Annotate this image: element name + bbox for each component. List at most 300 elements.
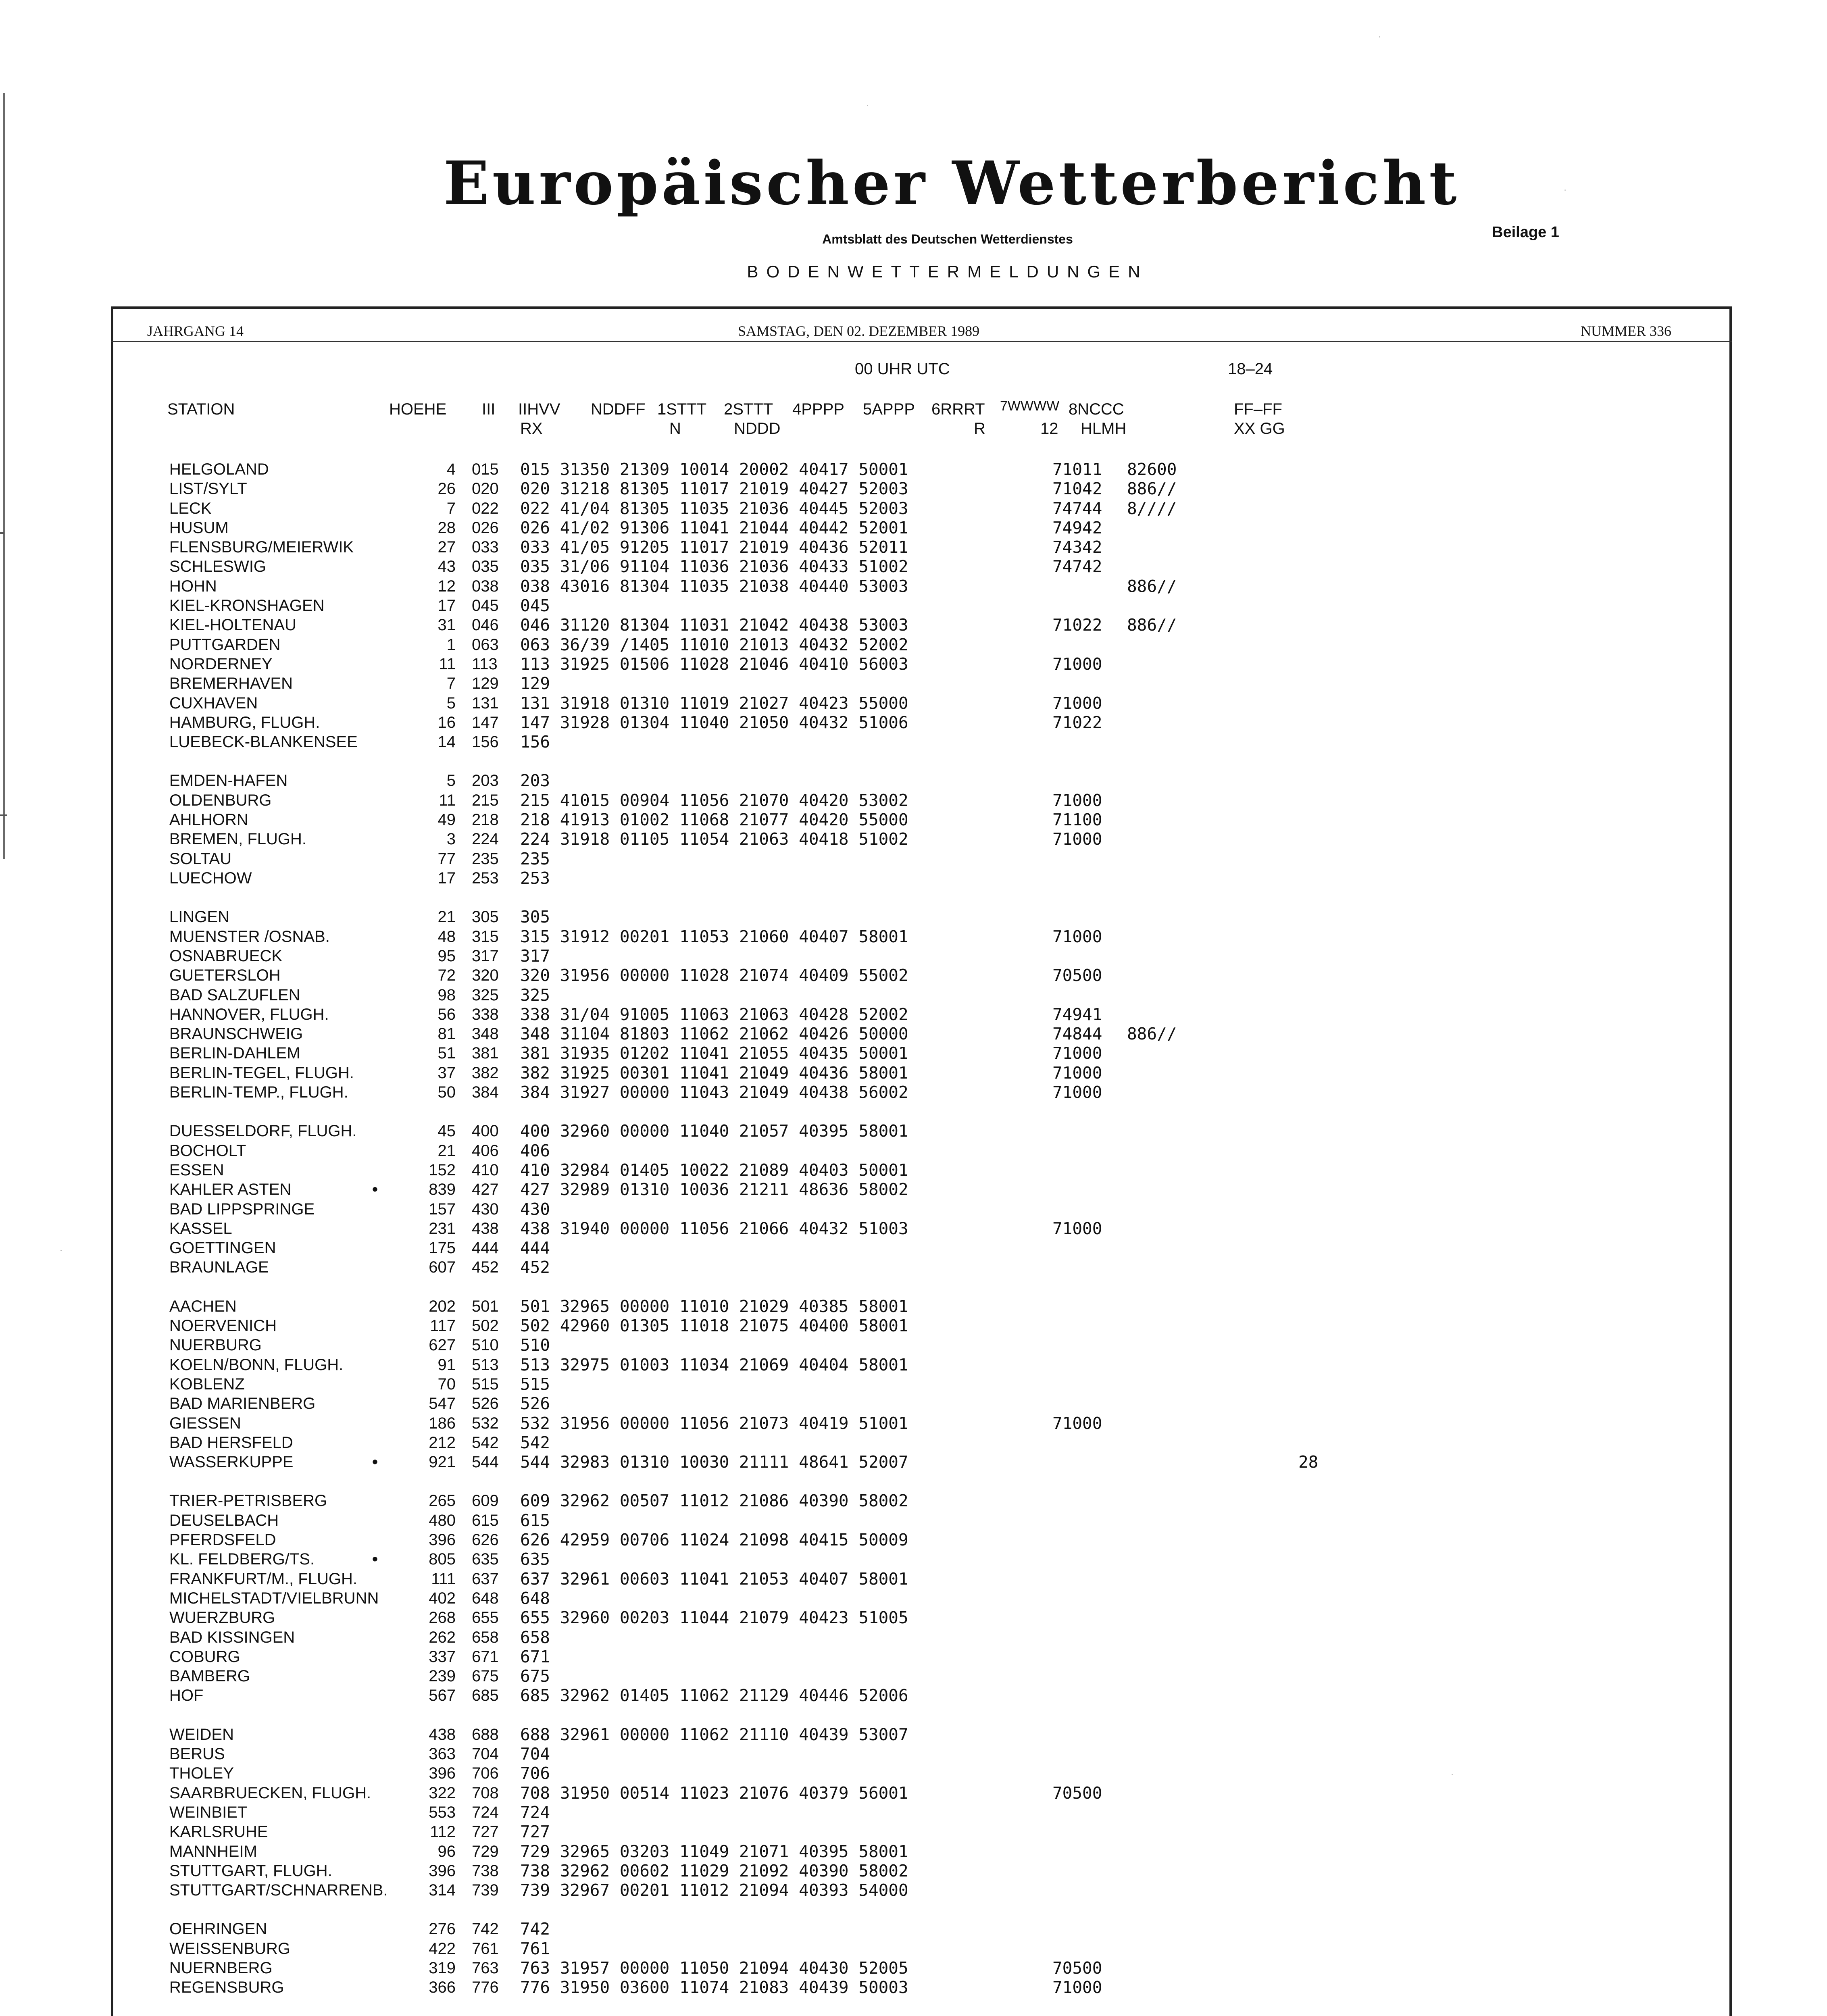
station-index: 147 — [472, 714, 499, 731]
synop-groups: 685 32962 01405 11062 21129 40446 52006 — [520, 1686, 908, 1705]
station-name: NUERBURG — [169, 1336, 262, 1354]
station-elevation: 202 — [429, 1297, 456, 1315]
synop-groups: 253 — [520, 868, 550, 888]
station-elevation: 48 — [437, 928, 456, 946]
station-elevation: 7 — [446, 675, 456, 692]
group-7wwww: 71000 — [1052, 1083, 1102, 1102]
station-name: LUECHOW — [169, 869, 252, 887]
station-index: 706 — [472, 1764, 499, 1782]
synop-groups: 532 31956 00000 11056 21073 40419 51001 — [520, 1414, 908, 1433]
station-index: 739 — [472, 1881, 499, 1899]
scan-edge-mark — [0, 814, 7, 816]
station-name: HAMBURG, FLUGH. — [169, 714, 320, 731]
station-index: 325 — [472, 986, 499, 1004]
station-name: STUTTGART/SCHNARRENB. — [169, 1881, 388, 1899]
station-index: 776 — [472, 1979, 499, 1996]
station-name: STUTTGART, FLUGH. — [169, 1862, 332, 1880]
group-7wwww: 71000 — [1052, 1219, 1102, 1238]
station-elevation: 212 — [429, 1434, 456, 1452]
station-name: AACHEN — [169, 1297, 237, 1315]
station-index: 738 — [472, 1862, 499, 1880]
station-name: NUERNBERG — [169, 1959, 273, 1977]
station-elevation: 5 — [446, 694, 456, 712]
station-index: 038 — [472, 577, 499, 595]
station-index: 675 — [472, 1667, 499, 1685]
station-elevation: 839 — [429, 1181, 456, 1198]
group-7wwww: 71000 — [1052, 927, 1102, 946]
header-time: 00 UHR UTC — [855, 360, 950, 378]
station-elevation: 26 — [437, 480, 456, 498]
station-name: OLDENBURG — [169, 791, 272, 809]
station-name: HOHN — [169, 577, 217, 595]
station-elevation: 396 — [429, 1862, 456, 1880]
issue-date: SAMSTAG, DEN 02. DEZEMBER 1989 — [738, 323, 980, 339]
synop-groups: 338 31/04 91005 11063 21063 40428 52002 — [520, 1005, 908, 1024]
station-name: NORDERNEY — [169, 655, 273, 673]
synop-groups: 742 — [520, 1919, 550, 1939]
station-name: KAHLER ASTEN — [169, 1181, 292, 1198]
station-index: 384 — [472, 1083, 499, 1101]
station-elevation: 422 — [429, 1940, 456, 1958]
group-7wwww: 71000 — [1052, 694, 1102, 713]
station-index: 348 — [472, 1025, 499, 1043]
station-name: WEINBIET — [169, 1804, 248, 1821]
station-name: BAD HERSFELD — [169, 1434, 293, 1452]
station-elevation: 70 — [437, 1375, 456, 1393]
station-elevation: 607 — [429, 1258, 456, 1276]
station-elevation: 265 — [429, 1492, 456, 1510]
synop-groups: 022 41/04 81305 11035 21036 40445 52003 — [520, 499, 908, 518]
station-name: KARLSRUHE — [169, 1823, 268, 1841]
group-7wwww: 71042 — [1052, 479, 1102, 498]
synop-groups: 648 — [520, 1589, 550, 1608]
synop-groups: 727 — [520, 1822, 550, 1841]
station-name: THOLEY — [169, 1764, 234, 1782]
station-name: SCHLESWIG — [169, 558, 267, 575]
station-index: 685 — [472, 1687, 499, 1704]
station-index: 063 — [472, 636, 499, 654]
group-7wwww: 71022 — [1052, 713, 1102, 732]
header-1sttt-sub: N — [669, 420, 681, 437]
header-iihvv: IIHVV — [518, 400, 560, 418]
station-index: 215 — [472, 791, 499, 809]
station-name: KOELN/BONN, FLUGH. — [169, 1356, 344, 1374]
station-index: 406 — [472, 1142, 499, 1160]
station-elevation: 1 — [446, 636, 456, 654]
station-index: 671 — [472, 1648, 499, 1666]
station-index: 218 — [472, 811, 499, 829]
station-name: BREMERHAVEN — [169, 675, 293, 692]
station-name: AHLHORN — [169, 811, 248, 829]
header-ff: FF–FF — [1234, 400, 1282, 418]
header-station: STATION — [167, 400, 235, 418]
station-elevation: 319 — [429, 1959, 456, 1977]
synop-groups: 315 31912 00201 11053 21060 40407 58001 — [520, 927, 908, 946]
station-elevation: 14 — [437, 733, 456, 751]
station-elevation: 567 — [429, 1687, 456, 1704]
synop-groups: 320 31956 00000 11028 21074 40409 55002 — [520, 966, 908, 985]
synop-groups: 382 31925 00301 11041 21049 40436 58001 — [520, 1063, 908, 1083]
station-name: SOLTAU — [169, 850, 232, 868]
synop-groups: 688 32961 00000 11062 21110 40439 53007 — [520, 1725, 908, 1744]
synop-groups: 635 — [520, 1549, 550, 1569]
section-title: BODENWETTERMELDUNGEN — [747, 262, 1148, 281]
station-elevation: 402 — [429, 1589, 456, 1607]
synop-groups: 706 — [520, 1764, 550, 1783]
group-ff: 28 — [1298, 1452, 1319, 1472]
station-index: 742 — [472, 1920, 499, 1938]
group-7wwww: 70500 — [1052, 1783, 1102, 1803]
header-6rrrt: 6RRRT — [931, 400, 985, 418]
synop-groups: 510 — [520, 1335, 550, 1355]
station-index: 427 — [472, 1181, 499, 1198]
synop-groups: 400 32960 00000 11040 21057 40395 58001 — [520, 1121, 908, 1141]
mountain-station-marker: • — [372, 1181, 378, 1198]
station-index: 444 — [472, 1239, 499, 1257]
station-elevation: 7 — [446, 500, 456, 517]
synop-groups: 410 32984 01405 10022 21089 40403 50001 — [520, 1160, 908, 1180]
station-elevation: 11 — [439, 655, 456, 673]
station-elevation: 268 — [429, 1609, 456, 1627]
station-name: BERLIN-TEGEL, FLUGH. — [169, 1064, 354, 1082]
synop-groups: 218 41913 01002 11068 21077 40420 55000 — [520, 810, 908, 829]
group-7wwww: 71000 — [1052, 1063, 1102, 1083]
group-7wwww: 74342 — [1052, 537, 1102, 557]
station-name: LINGEN — [169, 908, 229, 926]
table-frame — [111, 306, 1732, 2016]
station-elevation: 262 — [429, 1629, 456, 1646]
group-8nccc: 82600 — [1127, 460, 1177, 479]
synop-groups: 729 32965 03203 11049 21071 40395 58001 — [520, 1842, 908, 1861]
station-elevation: 921 — [429, 1453, 456, 1471]
group-8nccc: 886// — [1127, 577, 1177, 596]
station-index: 400 — [472, 1122, 499, 1140]
station-elevation: 28 — [437, 519, 456, 537]
station-name: DUESSELDORF, FLUGH. — [169, 1122, 357, 1140]
station-elevation: 95 — [437, 947, 456, 965]
station-elevation: 276 — [429, 1920, 456, 1938]
synop-groups: 708 31950 00514 11023 21076 40379 56001 — [520, 1783, 908, 1803]
synop-groups: 038 43016 81304 11035 21038 40440 53003 — [520, 577, 908, 596]
group-8nccc: 886// — [1127, 615, 1177, 635]
header-4pppp: 4PPPP — [792, 400, 844, 418]
station-index: 510 — [472, 1336, 499, 1354]
station-elevation: 337 — [429, 1648, 456, 1666]
station-index: 502 — [472, 1317, 499, 1335]
station-elevation: 314 — [429, 1881, 456, 1899]
station-index: 452 — [472, 1258, 499, 1276]
header-iii: III — [482, 400, 496, 418]
station-elevation: 111 — [431, 1570, 456, 1588]
station-elevation: 117 — [430, 1317, 456, 1335]
station-index: 015 — [472, 460, 499, 478]
synop-groups: 035 31/06 91104 11036 21036 40433 51002 — [520, 557, 908, 576]
station-elevation: 91 — [437, 1356, 456, 1374]
station-elevation: 396 — [429, 1531, 456, 1549]
station-index: 609 — [472, 1492, 499, 1510]
synop-groups: 776 31950 03600 11074 21083 40439 50003 — [520, 1978, 908, 1997]
station-index: 501 — [472, 1297, 499, 1315]
header-6rrrt-sub: R — [974, 420, 985, 437]
station-index: 305 — [472, 908, 499, 926]
scan-speck — [1379, 36, 1380, 37]
synop-groups: 381 31935 01202 11041 21055 40435 50001 — [520, 1043, 908, 1063]
group-7wwww: 74941 — [1052, 1005, 1102, 1024]
synop-groups: 406 — [520, 1141, 550, 1160]
station-elevation: 21 — [437, 908, 456, 926]
station-name: BOCHOLT — [169, 1142, 246, 1160]
station-name: EMDEN-HAFEN — [169, 772, 288, 789]
station-index: 763 — [472, 1959, 499, 1977]
scan-edge-line — [3, 93, 5, 859]
synop-groups: 671 — [520, 1647, 550, 1666]
synop-groups: 761 — [520, 1939, 550, 1958]
scan-speck — [867, 105, 868, 106]
synop-groups: 045 — [520, 596, 550, 615]
synop-groups: 763 31957 00000 11050 21094 40430 52005 — [520, 1958, 908, 1978]
station-elevation: 112 — [430, 1823, 456, 1841]
synop-groups: 724 — [520, 1803, 550, 1822]
header-1sttt: 1STTT — [657, 400, 707, 418]
station-index: 515 — [472, 1375, 499, 1393]
station-elevation: 5 — [446, 772, 456, 789]
station-index: 020 — [472, 480, 499, 498]
station-name: GOETTINGEN — [169, 1239, 276, 1257]
station-name: BAD MARIENBERG — [169, 1395, 316, 1412]
station-elevation: 553 — [429, 1804, 456, 1821]
synop-groups: 063 36/39 /1405 11010 21013 40432 52002 — [520, 635, 908, 654]
masthead-title: Europäischer Wetterbericht — [444, 148, 1460, 218]
station-elevation: 175 — [429, 1239, 456, 1257]
synop-groups: 658 — [520, 1628, 550, 1647]
station-elevation: 11 — [439, 791, 456, 809]
station-elevation: 77 — [437, 850, 456, 868]
group-7wwww: 71000 — [1052, 829, 1102, 849]
station-name: KIEL-KRONSHAGEN — [169, 597, 325, 614]
station-index: 526 — [472, 1395, 499, 1412]
station-index: 658 — [472, 1629, 499, 1646]
station-index: 338 — [472, 1006, 499, 1023]
synop-groups: 020 31218 81305 11017 21019 40427 52003 — [520, 479, 908, 498]
station-name: MICHELSTADT/VIELBRUNN — [169, 1589, 379, 1607]
station-index: 544 — [472, 1453, 499, 1471]
synop-groups: 384 31927 00000 11043 21049 40438 56002 — [520, 1083, 908, 1102]
header-ff-sub: XX GG — [1234, 420, 1285, 437]
station-elevation: 480 — [429, 1512, 456, 1529]
station-name: GIESSEN — [169, 1414, 241, 1432]
station-elevation: 81 — [437, 1025, 456, 1043]
group-7wwww: 70500 — [1052, 1958, 1102, 1978]
synop-groups: 046 31120 81304 11031 21042 40438 53003 — [520, 615, 908, 635]
group-7wwww: 74844 — [1052, 1024, 1102, 1043]
station-name: BAD KISSINGEN — [169, 1629, 295, 1646]
station-elevation: 31 — [437, 616, 456, 634]
station-name: HELGOLAND — [169, 460, 269, 478]
station-index: 410 — [472, 1161, 499, 1179]
station-index: 761 — [472, 1940, 499, 1958]
synop-groups: 738 32962 00602 11029 21092 40390 58002 — [520, 1861, 908, 1881]
synop-groups: 515 — [520, 1375, 550, 1394]
header-nddff: NDDFF — [591, 400, 646, 418]
station-name: KASSEL — [169, 1220, 232, 1237]
station-elevation: 72 — [437, 966, 456, 984]
station-name: KIEL-HOLTENAU — [169, 616, 296, 634]
station-name: FLENSBURG/MEIERWIK — [169, 538, 354, 556]
station-elevation: 322 — [429, 1784, 456, 1802]
synop-groups: 430 — [520, 1200, 550, 1219]
header-2sttt: 2STTT — [724, 400, 773, 418]
station-index: 046 — [472, 616, 499, 634]
station-name: DEUSELBACH — [169, 1512, 279, 1529]
station-name: ESSEN — [169, 1161, 224, 1179]
station-index: 727 — [472, 1823, 499, 1841]
station-index: 113 — [472, 655, 498, 673]
station-index: 235 — [472, 850, 499, 868]
station-elevation: 547 — [429, 1395, 456, 1412]
station-elevation: 56 — [437, 1006, 456, 1023]
station-name: OEHRINGEN — [169, 1920, 267, 1938]
station-name: MANNHEIM — [169, 1843, 257, 1860]
station-elevation: 21 — [437, 1142, 456, 1160]
synop-groups: 325 — [520, 985, 550, 1005]
synop-groups: 526 — [520, 1394, 550, 1413]
synop-groups: 438 31940 00000 11056 21066 40432 51003 — [520, 1219, 908, 1238]
station-name: LECK — [169, 500, 212, 517]
group-7wwww: 71022 — [1052, 615, 1102, 635]
station-index: 224 — [472, 830, 499, 848]
header-7wwww: 7WWWW — [1000, 398, 1060, 414]
station-elevation: 17 — [437, 597, 456, 614]
station-elevation: 49 — [437, 811, 456, 829]
station-name: NOERVENICH — [169, 1317, 277, 1335]
station-index: 317 — [472, 947, 499, 965]
station-index: 382 — [472, 1064, 499, 1082]
station-elevation: 438 — [429, 1726, 456, 1743]
synop-groups: 609 32962 00507 11012 21086 40390 58002 — [520, 1491, 908, 1510]
synop-groups: 739 32967 00201 11012 21094 40393 54000 — [520, 1881, 908, 1900]
volume-label: JAHRGANG 14 — [147, 323, 244, 339]
station-elevation: 98 — [437, 986, 456, 1004]
station-index: 626 — [472, 1531, 499, 1549]
station-name: LUEBECK-BLANKENSEE — [169, 733, 358, 751]
station-index: 655 — [472, 1609, 499, 1627]
synop-groups: 502 42960 01305 11018 21075 40400 58001 — [520, 1316, 908, 1335]
station-index: 708 — [472, 1784, 499, 1802]
synop-groups: 317 — [520, 946, 550, 966]
synop-groups: 203 — [520, 771, 550, 790]
synop-groups: 113 31925 01506 11028 21046 40410 56003 — [520, 654, 908, 674]
group-7wwww: 71000 — [1052, 1414, 1102, 1433]
station-elevation: 43 — [437, 558, 456, 575]
synop-groups: 513 32975 01003 11034 21069 40404 58001 — [520, 1355, 908, 1375]
synop-groups: 544 32983 01310 10030 21111 48641 52007 — [520, 1452, 908, 1472]
station-name: PUTTGARDEN — [169, 636, 281, 654]
synop-groups: 129 — [520, 674, 550, 693]
station-index: 729 — [472, 1843, 499, 1860]
synop-groups: 542 — [520, 1433, 550, 1452]
station-name: WEISSENBURG — [169, 1940, 291, 1958]
synop-groups: 131 31918 01310 11019 21027 40423 55000 — [520, 694, 908, 713]
station-elevation: 27 — [437, 538, 456, 556]
mountain-station-marker: • — [372, 1453, 378, 1471]
group-8nccc: 886// — [1127, 479, 1177, 498]
synop-groups: 147 31928 01304 11040 21050 40432 51006 — [520, 713, 908, 732]
synop-groups: 348 31104 81803 11062 21062 40426 50000 — [520, 1024, 908, 1043]
station-index: 033 — [472, 538, 499, 556]
synop-groups: 026 41/02 91306 11041 21044 40442 52001 — [520, 518, 908, 537]
station-name: REGENSBURG — [169, 1979, 284, 1996]
synop-groups: 444 — [520, 1238, 550, 1258]
group-7wwww: 74744 — [1052, 499, 1102, 518]
station-elevation: 231 — [429, 1220, 456, 1237]
station-index: 381 — [472, 1044, 499, 1062]
station-index: 704 — [472, 1745, 499, 1763]
group-7wwww: 71000 — [1052, 791, 1102, 810]
station-name: PFERDSFELD — [169, 1531, 276, 1549]
masthead-subtitle: Amtsblatt des Deutschen Wetterdienstes — [822, 232, 1073, 246]
synop-groups: 637 32961 00603 11041 21053 40407 58001 — [520, 1569, 908, 1589]
station-index: 635 — [472, 1550, 499, 1568]
synop-groups: 615 — [520, 1511, 550, 1530]
station-elevation: 4 — [446, 460, 456, 478]
station-index: 513 — [472, 1356, 499, 1374]
station-name: BREMEN, FLUGH. — [169, 830, 307, 848]
group-7wwww: 71000 — [1052, 1978, 1102, 1997]
station-name: WEIDEN — [169, 1726, 234, 1743]
synop-groups: 156 — [520, 732, 550, 752]
station-name: WASSERKUPPE — [169, 1453, 294, 1471]
station-name: KOBLENZ — [169, 1375, 245, 1393]
header-5appp: 5APPP — [863, 400, 915, 418]
station-elevation: 627 — [429, 1336, 456, 1354]
station-name: BERLIN-TEMP., FLUGH. — [169, 1083, 348, 1101]
synop-groups: 452 — [520, 1258, 550, 1277]
group-8nccc: 8//// — [1127, 499, 1177, 518]
station-index: 724 — [472, 1804, 499, 1821]
station-elevation: 16 — [437, 714, 456, 731]
synop-groups: 235 — [520, 849, 550, 868]
synop-groups: 224 31918 01105 11054 21063 40418 51002 — [520, 829, 908, 849]
station-name: HOF — [169, 1687, 204, 1704]
synop-groups: 305 — [520, 907, 550, 927]
group-7wwww: 71000 — [1052, 1043, 1102, 1063]
synop-groups: 675 — [520, 1666, 550, 1686]
station-name: BAD SALZUFLEN — [169, 986, 300, 1004]
station-index: 438 — [472, 1220, 499, 1237]
station-index: 542 — [472, 1434, 499, 1452]
group-7wwww: 70500 — [1052, 966, 1102, 985]
station-elevation: 157 — [429, 1200, 456, 1218]
station-elevation: 366 — [429, 1979, 456, 1996]
station-name: KL. FELDBERG/TS. — [169, 1550, 315, 1568]
synop-groups: 215 41015 00904 11056 21070 40420 53002 — [520, 791, 908, 810]
station-elevation: 805 — [429, 1550, 456, 1568]
station-index: 129 — [472, 675, 499, 692]
station-name: OSNABRUECK — [169, 947, 283, 965]
group-8nccc: 886// — [1127, 1024, 1177, 1043]
station-name: SAARBRUECKEN, FLUGH. — [169, 1784, 371, 1802]
station-index: 045 — [472, 597, 499, 614]
synop-groups: 501 32965 00000 11010 21029 40385 58001 — [520, 1297, 908, 1316]
station-index: 320 — [472, 966, 499, 984]
synop-groups: 655 32960 00203 11044 21079 40423 51005 — [520, 1608, 908, 1627]
synop-groups: 015 31350 21309 10014 20002 40417 50001 — [520, 460, 908, 479]
group-7wwww: 71011 — [1052, 460, 1102, 479]
issue-number: NUMMER 336 — [1581, 323, 1672, 339]
station-name: TRIER-PETRISBERG — [169, 1492, 327, 1510]
group-7wwww: 71100 — [1052, 810, 1102, 829]
station-elevation: 50 — [437, 1083, 456, 1101]
